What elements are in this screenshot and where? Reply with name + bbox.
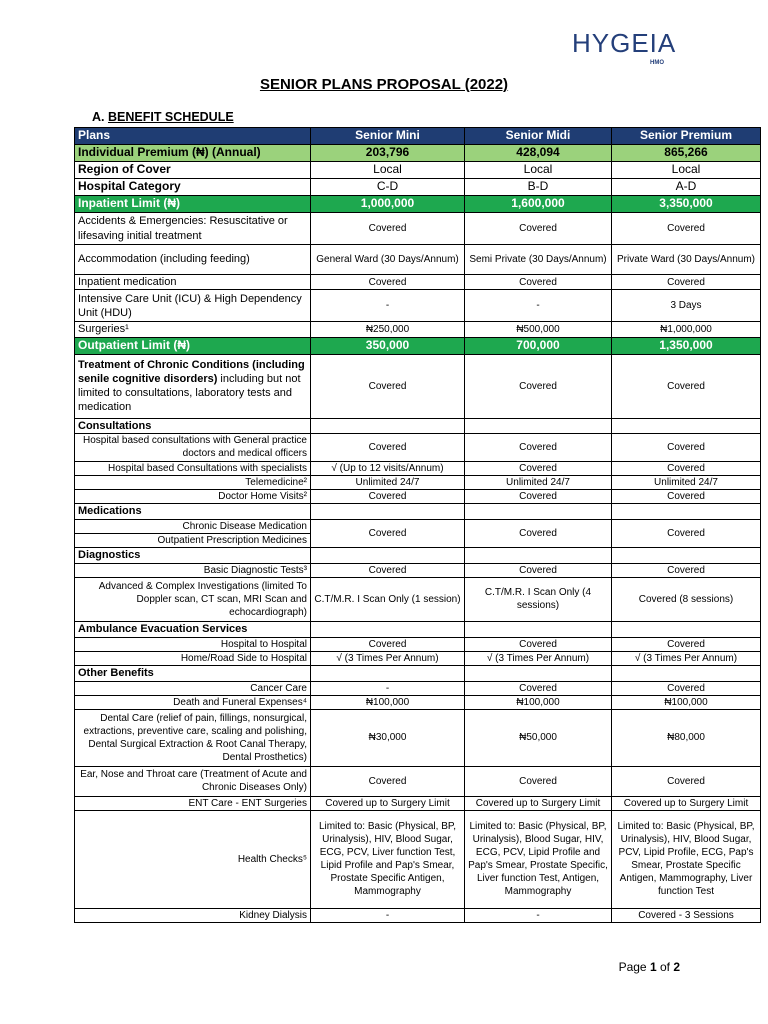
cell: C.T/M.R. I Scan Only (1 session) bbox=[311, 577, 465, 621]
table-row bbox=[75, 519, 761, 533]
table-row bbox=[75, 563, 761, 577]
cell: Covered up to Surgery Limit bbox=[612, 796, 761, 810]
cell: Limited to: Basic (Physical, BP, Urinalysis), HIV, Blood Sugar, PCV, Lipid Profile, ECG, Pap's Smear, Prostate Specific Antigen, Mammography, Liver function Test bbox=[612, 810, 761, 908]
logo-wordmark: HYGEIA bbox=[572, 28, 677, 58]
section-row bbox=[75, 621, 761, 637]
cell: - bbox=[311, 908, 465, 922]
row-label: Individual Premium (₦) (Annual) bbox=[75, 145, 311, 162]
cell: Covered bbox=[465, 489, 612, 503]
cell: √ (3 Times Per Annum) bbox=[612, 651, 761, 665]
row-label: Inpatient Limit (₦) bbox=[75, 196, 311, 213]
cell: Covered bbox=[612, 563, 761, 577]
cell: ₦250,000 bbox=[311, 322, 465, 337]
logo-subtext: HMO bbox=[650, 60, 664, 66]
cell: Covered bbox=[465, 681, 612, 695]
row-label: Accidents & Emergencies: Resuscitative or lifesaving initial treatment bbox=[75, 213, 311, 245]
table-row bbox=[75, 145, 761, 162]
table-row bbox=[75, 162, 761, 179]
cell: ₦1,000,000 bbox=[612, 322, 761, 337]
table-row bbox=[75, 681, 761, 695]
cell: C-D bbox=[311, 179, 465, 196]
row-label: Kidney Dialysis bbox=[75, 908, 311, 922]
table-row bbox=[75, 577, 761, 621]
cell: 428,094 bbox=[465, 145, 612, 162]
table-row bbox=[75, 695, 761, 709]
cell: C.T/M.R. I Scan Only (4 sessions) bbox=[465, 577, 612, 621]
cell: Covered bbox=[465, 461, 612, 475]
cell: Covered bbox=[311, 213, 465, 245]
cell: Covered bbox=[465, 433, 612, 461]
cell: 1,600,000 bbox=[465, 196, 612, 213]
table-row bbox=[75, 709, 761, 766]
row-label: Inpatient medication bbox=[75, 275, 311, 290]
table-row bbox=[75, 461, 761, 475]
hygeia-logo bbox=[572, 26, 682, 70]
cell: Covered bbox=[612, 519, 761, 547]
cell: Semi Private (30 Days/Annum) bbox=[465, 245, 612, 275]
cell: Covered bbox=[612, 766, 761, 796]
cell: Private Ward (30 Days/Annum) bbox=[612, 245, 761, 275]
section-heading: A. BENEFIT SCHEDULE bbox=[92, 110, 234, 124]
table-row bbox=[75, 637, 761, 651]
cell: - bbox=[465, 908, 612, 922]
section-label: Consultations bbox=[75, 418, 311, 433]
cell: Covered bbox=[311, 354, 465, 418]
table-row bbox=[75, 290, 761, 322]
row-label: Health Checks⁵ bbox=[75, 810, 311, 908]
cell: Covered bbox=[465, 213, 612, 245]
table-header-row bbox=[75, 128, 761, 145]
cell: √ (Up to 12 visits/Annum) bbox=[311, 461, 465, 475]
cell: 350,000 bbox=[311, 337, 465, 354]
cell: Limited to: Basic (Physical, BP, Urinalysis), HIV, Blood Sugar, ECG, PCV, Liver function Test, Lipid Profile and Pap's Smear, Prostate Specific Antigen, Mammography bbox=[311, 810, 465, 908]
cell: Covered bbox=[311, 489, 465, 503]
row-label: Hospital based consultations with General practice doctors and medical officers bbox=[75, 433, 311, 461]
header-plans: Plans bbox=[75, 128, 311, 145]
section-label: Diagnostics bbox=[75, 547, 311, 563]
section-row bbox=[75, 418, 761, 433]
cell: Covered bbox=[612, 489, 761, 503]
table-row bbox=[75, 908, 761, 922]
page-number: Page 1 of 2 bbox=[618, 960, 680, 974]
header-senior-midi: Senior Midi bbox=[465, 128, 612, 145]
cell: General Ward (30 Days/Annum) bbox=[311, 245, 465, 275]
cell: Unlimited 24/7 bbox=[465, 475, 612, 489]
table-row bbox=[75, 433, 761, 461]
row-label: Hospital based Consultations with specialists bbox=[75, 461, 311, 475]
table-row bbox=[75, 179, 761, 196]
row-label: Cancer Care bbox=[75, 681, 311, 695]
row-label: Outpatient Limit (₦) bbox=[75, 337, 311, 354]
row-label: Surgeries¹ bbox=[75, 322, 311, 337]
cell: Unlimited 24/7 bbox=[311, 475, 465, 489]
cell: √ (3 Times Per Annum) bbox=[465, 651, 612, 665]
cell: Covered (8 sessions) bbox=[612, 577, 761, 621]
row-label: Intensive Care Unit (ICU) & High Dependency Unit (HDU) bbox=[75, 290, 311, 322]
cell: B-D bbox=[465, 179, 612, 196]
cell: 1,000,000 bbox=[311, 196, 465, 213]
header-senior-premium: Senior Premium bbox=[612, 128, 761, 145]
row-label: Accommodation (including feeding) bbox=[75, 245, 311, 275]
cell: Covered bbox=[612, 275, 761, 290]
cell: ₦30,000 bbox=[311, 709, 465, 766]
cell: A-D bbox=[612, 179, 761, 196]
cell: 865,266 bbox=[612, 145, 761, 162]
section-row bbox=[75, 503, 761, 519]
table-row bbox=[75, 322, 761, 337]
table-row bbox=[75, 245, 761, 275]
table-row bbox=[75, 213, 761, 245]
row-label: Hospital to Hospital bbox=[75, 637, 311, 651]
cell: Covered bbox=[311, 519, 465, 547]
cell: Covered bbox=[311, 766, 465, 796]
section-row bbox=[75, 547, 761, 563]
table-row bbox=[75, 810, 761, 908]
cell: Covered bbox=[311, 563, 465, 577]
cell: Limited to: Basic (Physical, BP, Urinalysis), Blood Sugar, HIV, ECG, PCV, Lipid Profile and Pap's Smear, Prostate Specific, Liver function Test, Antigen, Mammography bbox=[465, 810, 612, 908]
cell: ₦500,000 bbox=[465, 322, 612, 337]
row-label: Home/Road Side to Hospital bbox=[75, 651, 311, 665]
page-title: SENIOR PLANS PROPOSAL (2022) bbox=[259, 76, 509, 93]
cell: Covered bbox=[465, 354, 612, 418]
row-label: Outpatient Prescription Medicines bbox=[75, 533, 311, 547]
row-label-bold: Treatment of Chronic Conditions (including senile cognitive disorders) bbox=[78, 358, 305, 385]
cell: √ (3 Times Per Annum) bbox=[311, 651, 465, 665]
row-label: Ear, Nose and Throat care (Treatment of Acute and Chronic Diseases Only) bbox=[75, 766, 311, 796]
row-label: ENT Care - ENT Surgeries bbox=[75, 796, 311, 810]
row-label: Advanced & Complex Investigations (limited To Doppler scan, CT scan, MRI Scan and echocardiograph) bbox=[75, 577, 311, 621]
cell: Covered bbox=[465, 563, 612, 577]
cell: Local bbox=[612, 162, 761, 179]
cell: Covered bbox=[612, 681, 761, 695]
cell: Covered bbox=[612, 461, 761, 475]
cell: Unlimited 24/7 bbox=[612, 475, 761, 489]
cell: Covered bbox=[612, 637, 761, 651]
row-label: Doctor Home Visits² bbox=[75, 489, 311, 503]
cell: 3 Days bbox=[612, 290, 761, 322]
cell: ₦100,000 bbox=[612, 695, 761, 709]
section-row bbox=[75, 665, 761, 681]
cell: 203,796 bbox=[311, 145, 465, 162]
row-label-rest: including but not limited to consultations, laboratory tests and medication bbox=[78, 372, 301, 414]
cell: Covered up to Surgery Limit bbox=[311, 796, 465, 810]
table-row bbox=[75, 489, 761, 503]
section-label: Ambulance Evacuation Services bbox=[75, 621, 311, 637]
cell: - bbox=[311, 681, 465, 695]
table-row bbox=[75, 275, 761, 290]
header-senior-mini: Senior Mini bbox=[311, 128, 465, 145]
row-label: Telemedicine² bbox=[75, 475, 311, 489]
cell: Covered up to Surgery Limit bbox=[465, 796, 612, 810]
cell: 3,350,000 bbox=[612, 196, 761, 213]
row-label: Dental Care (relief of pain, fillings, nonsurgical, extractions, preventive care, scaling and polishing, Dental Surgical Extraction & Root Canal Therapy, Dental Prosthetics) bbox=[75, 709, 311, 766]
row-label: Basic Diagnostic Tests³ bbox=[75, 563, 311, 577]
benefit-schedule-table bbox=[74, 127, 761, 923]
row-label: Death and Funeral Expenses⁴ bbox=[75, 695, 311, 709]
cell: - bbox=[465, 290, 612, 322]
cell: ₦100,000 bbox=[465, 695, 612, 709]
table-row bbox=[75, 354, 761, 418]
row-label: Chronic Disease Medication bbox=[75, 519, 311, 533]
cell: 700,000 bbox=[465, 337, 612, 354]
cell: Covered bbox=[465, 766, 612, 796]
table-row bbox=[75, 475, 761, 489]
section-label: Medications bbox=[75, 503, 311, 519]
cell: Local bbox=[311, 162, 465, 179]
cell: Covered bbox=[612, 213, 761, 245]
cell: Local bbox=[465, 162, 612, 179]
cell: Covered bbox=[612, 433, 761, 461]
row-label bbox=[75, 354, 311, 418]
cell: Covered bbox=[311, 637, 465, 651]
cell: Covered - 3 Sessions bbox=[612, 908, 761, 922]
cell: - bbox=[311, 290, 465, 322]
cell: Covered bbox=[465, 637, 612, 651]
cell: Covered bbox=[311, 275, 465, 290]
cell: Covered bbox=[465, 519, 612, 547]
cell: Covered bbox=[612, 354, 761, 418]
table-row bbox=[75, 766, 761, 796]
cell: ₦100,000 bbox=[311, 695, 465, 709]
cell: ₦50,000 bbox=[465, 709, 612, 766]
cell: Covered bbox=[465, 275, 612, 290]
cell: 1,350,000 bbox=[612, 337, 761, 354]
row-label: Region of Cover bbox=[75, 162, 311, 179]
section-label: Other Benefits bbox=[75, 665, 311, 681]
table-row bbox=[75, 651, 761, 665]
row-label: Hospital Category bbox=[75, 179, 311, 196]
table-row bbox=[75, 796, 761, 810]
cell: Covered bbox=[311, 433, 465, 461]
cell: ₦80,000 bbox=[612, 709, 761, 766]
table-row bbox=[75, 337, 761, 354]
table-row bbox=[75, 196, 761, 213]
